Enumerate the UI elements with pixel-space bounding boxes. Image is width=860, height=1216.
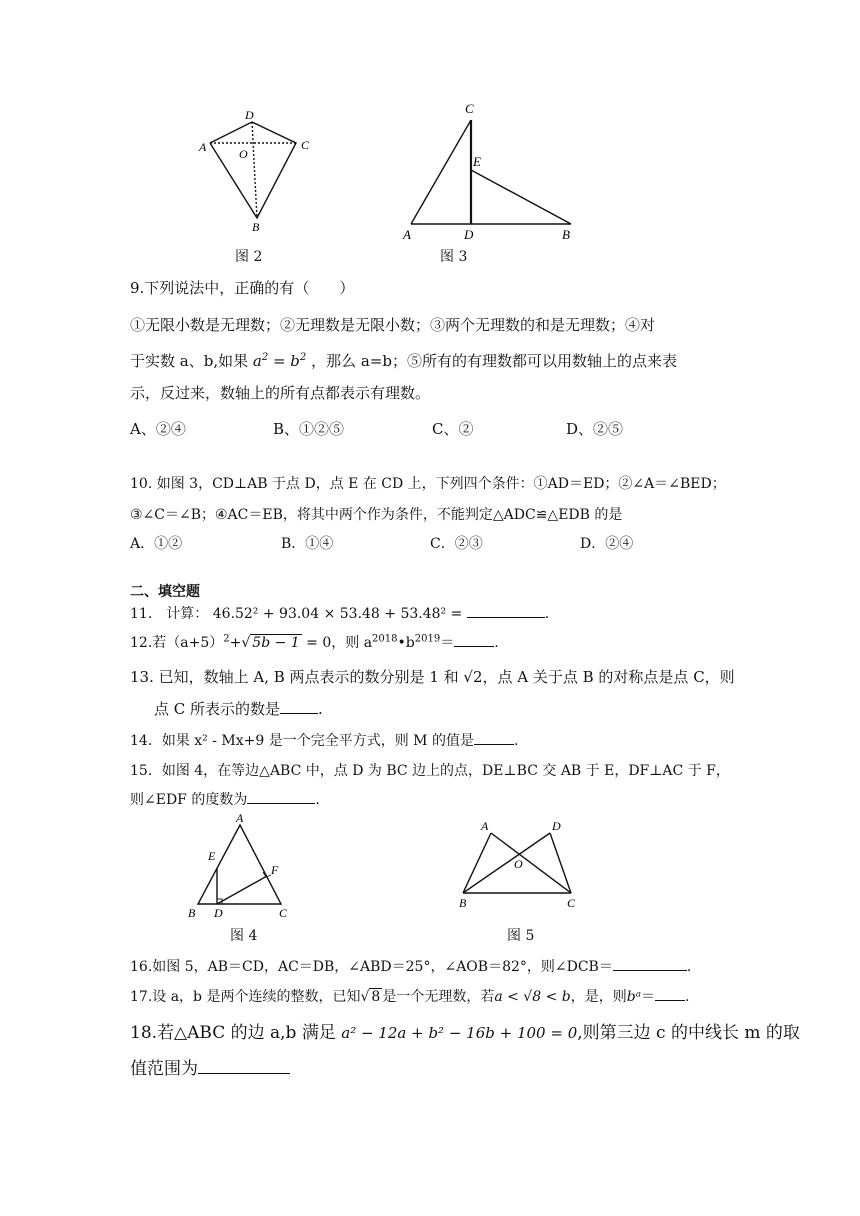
q17-suffix: .: [684, 989, 690, 1005]
q10-option-b[interactable]: B．①④: [281, 536, 334, 552]
q12-sqrt: √ 5b − 1: [241, 635, 300, 651]
q14-answer-blank[interactable]: [474, 743, 514, 745]
q12-eq: = 0，则 a: [301, 635, 373, 651]
q11-prefix: 11. 计算：: [130, 606, 209, 622]
fig5-label-a: A: [481, 819, 489, 833]
q17: [130, 986, 689, 1006]
q9-option-a[interactable]: A、②④: [130, 420, 186, 438]
fig2-label-b: B: [252, 220, 260, 234]
fig4-label-f: F: [271, 863, 279, 877]
q12: [130, 632, 499, 652]
q17-condition: a < √8 < b: [494, 989, 571, 1005]
q18-line-2: [130, 1054, 290, 1079]
q12-exp-1: 2018: [372, 633, 398, 645]
q15-line-1: 15．如图 4，在等边△ABC 中，点 D 为 BC 边上的点，DE⊥BC 交 AB 于 E，DF⊥AC 于 F，: [130, 763, 730, 779]
fig3-label-a: A: [403, 227, 411, 242]
q16-suffix: .: [686, 959, 692, 975]
fig4-label-e: E: [208, 849, 216, 863]
q10-option-c[interactable]: C．②③: [430, 536, 483, 552]
q18-line-2-text: 值范围为: [130, 1059, 198, 1079]
q11-answer-blank[interactable]: [467, 616, 545, 618]
figure-4-caption: 图 4: [230, 928, 258, 944]
q17-sqrt: √ 8: [360, 989, 381, 1005]
q16-text: 16.如图 5，AB＝CD，AC＝DB，∠ABD＝25°，∠AOB＝82°，则∠DCB＝: [130, 959, 613, 975]
q12-answer-blank[interactable]: [454, 645, 494, 647]
q10-line-1: 10. 如图 3，CD⊥AB 于点 D，点 E 在 CD 上，下列四个条件：①AD＝ED；②∠A＝∠BED；: [130, 476, 726, 492]
q12-square: 2: [223, 633, 230, 645]
q17-tail: ，是，则: [570, 989, 627, 1005]
fig5-label-d: D: [552, 819, 561, 833]
q9-option-d[interactable]: D、②⑤: [566, 420, 624, 438]
q17-eq: ＝: [640, 989, 655, 1005]
q11: [130, 603, 549, 623]
q15-line-2: [130, 789, 320, 809]
q12-exp-2: 2019: [414, 633, 441, 645]
q10-option-a[interactable]: A．①②: [130, 536, 183, 552]
figure-2-caption: 图 2: [235, 249, 263, 265]
fig5-label-c: C: [567, 896, 576, 910]
q12-suffix: .: [494, 635, 499, 651]
q9-line-2-b: ，那么 a=b；⑤所有的有理数都可以用数轴上的点来表: [311, 352, 677, 370]
q11-suffix: .: [544, 606, 550, 622]
figure-4-diagram: [180, 810, 290, 920]
q9-option-c[interactable]: C、②: [432, 420, 474, 438]
figure-3-caption: 图 3: [440, 249, 468, 265]
q10-option-d[interactable]: D．②④: [580, 536, 634, 552]
q9-equation: $a^2 = b^2$: [252, 352, 307, 370]
q15-answer-blank[interactable]: [247, 802, 315, 804]
fig4-label-c: C: [279, 906, 288, 920]
fig3-label-b: B: [562, 227, 570, 242]
fig5-label-b: B: [459, 896, 467, 910]
q17-mid: 是一个无理数，若: [382, 989, 495, 1005]
q11-expr: 46.52² + 93.04 × 53.48 + 53.48² =: [212, 606, 463, 622]
q9-line-2-a: 于实数 a、b,如果: [130, 352, 249, 370]
fig3-label-e: E: [473, 154, 481, 169]
q17-power: bᵃ: [626, 989, 641, 1005]
q18-prefix: 18.若△ABC 的边 a,b 满足: [130, 1023, 336, 1043]
q18-expr: a² − 12a + b² − 16b + 100 = 0: [341, 1024, 578, 1042]
q9-option-b[interactable]: B、①②⑤: [273, 420, 345, 438]
figure-5-caption: 图 5: [507, 928, 535, 944]
q13-suffix: .: [318, 700, 323, 718]
fig5-label-o: O: [514, 857, 523, 871]
q14-text: 14．如果 x² - Mx+9 是一个完全平方式，则 M 的值是: [130, 733, 474, 749]
q10-line-2: ③∠C＝∠B；④AC＝EB，将其中两个作为条件，不能判定△ADC≌△EDB 的是: [130, 507, 623, 523]
fig3-label-d: D: [464, 227, 474, 242]
q16-answer-blank[interactable]: [613, 969, 687, 971]
q14: [130, 730, 518, 750]
fig2-label-o: O: [239, 147, 248, 161]
section-heading-fill-blank: 二、填空题: [130, 584, 200, 600]
q18-tail: ,则第三边 c 的中线长 m 的取: [577, 1023, 800, 1043]
fig4-label-a: A: [236, 811, 244, 825]
q9-line-3: 示，反过来，数轴上的所有点都表示有理数。: [130, 384, 431, 402]
q17-radicand: 8: [371, 989, 381, 1005]
q13-line-1: 13. 已知，数轴上 A, B 两点表示的数分别是 1 和 √2，点 A 关于点 B 的对称点是点 C，则: [130, 668, 735, 686]
q17-answer-blank[interactable]: [655, 999, 685, 1001]
q13-line-2: [154, 698, 323, 719]
q14-suffix: .: [513, 733, 519, 749]
figure-5-diagram: [455, 818, 595, 913]
q13-answer-blank[interactable]: [280, 712, 318, 714]
q9-line-2: [130, 350, 677, 371]
q12-plus: +: [229, 635, 242, 651]
q18-answer-blank[interactable]: [198, 1072, 290, 1074]
fig2-label-a: A: [199, 140, 207, 154]
figure-3-diagram: [395, 98, 585, 243]
q17-prefix: 17.设 a，b 是两个连续的整数，已知: [130, 989, 361, 1005]
q15-suffix: .: [315, 792, 320, 808]
fig4-label-b: B: [188, 906, 196, 920]
q12-radicand: 5b − 1: [252, 635, 300, 651]
q9-line-1: ①无限小数是无理数；②无理数是无限小数；③两个无理数的和是无理数；④对: [130, 316, 656, 334]
q12-tail: ＝: [440, 635, 455, 651]
q13-line-2-text: 点 C 所表示的数是: [154, 700, 281, 718]
q16: [130, 956, 691, 976]
q9-stem: 9.下列说法中，正确的有（ ）: [130, 279, 355, 297]
q15-line-2-text: 则∠EDF 的度数为: [130, 792, 248, 808]
figure-2-diagram: [195, 105, 325, 240]
fig2-label-d: D: [245, 108, 254, 122]
fig3-label-c: C: [465, 101, 474, 116]
q18-line-1: [130, 1018, 800, 1043]
q12-prefix: 12.若（a+5）: [130, 635, 224, 651]
fig2-label-c: C: [301, 138, 310, 152]
fig4-label-d: D: [214, 906, 223, 920]
q12-mid: •b: [397, 635, 415, 651]
